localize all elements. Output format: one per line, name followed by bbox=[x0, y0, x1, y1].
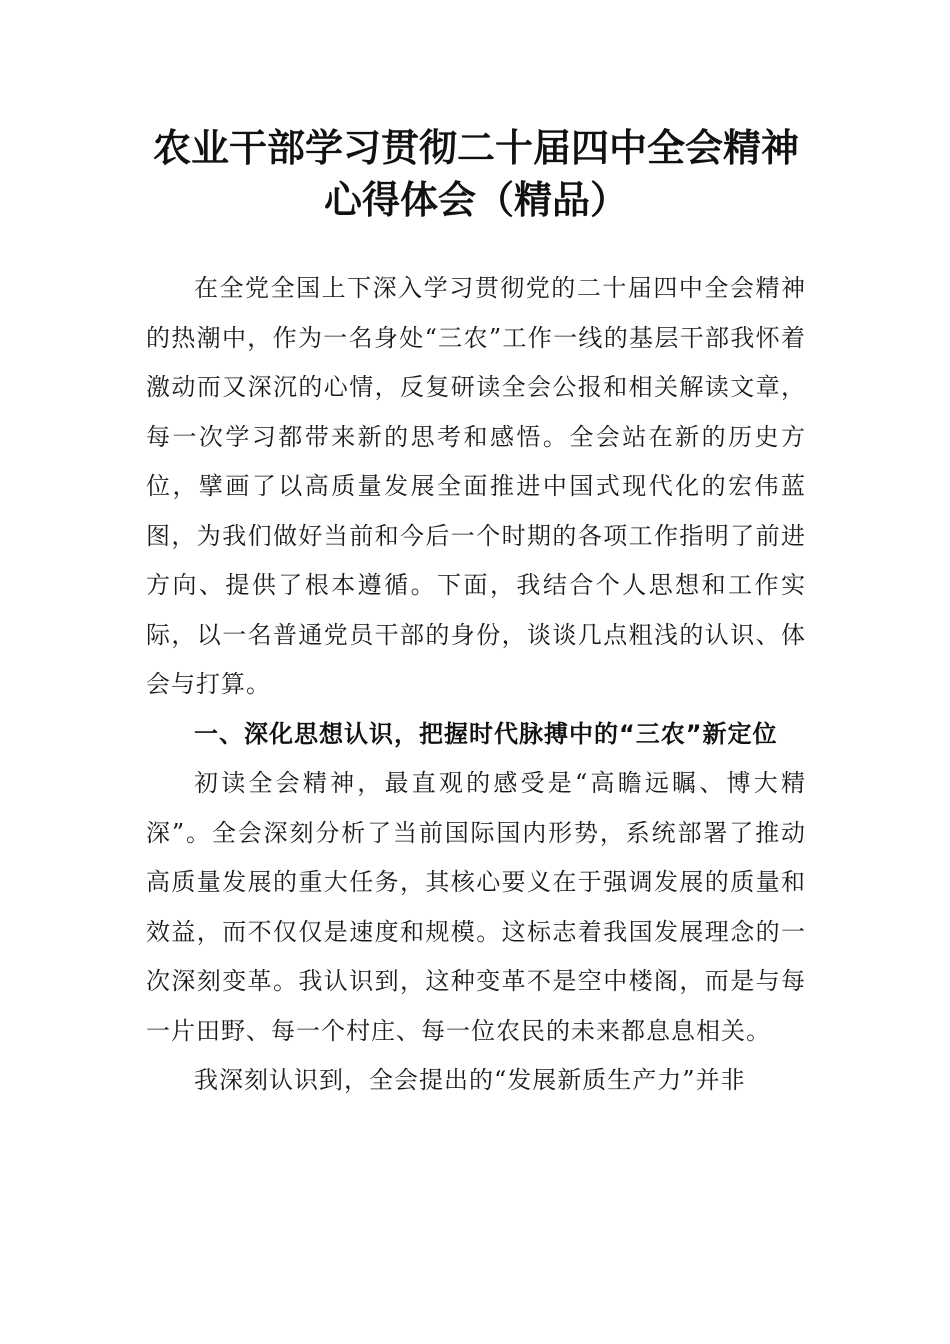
intro-paragraph: 在全党全国上下深入学习贯彻党的二十届四中全会精神的热潮中，作为一名身处“三农”工作一线的基层干部我怀着激动而又深沉的心情，反复研读全会公报和相关解读文章，每一次学习都带来新的思考和感悟。全会站在新的历史方位，擘画了以高质量发展全面推进中国式现代化的宏伟蓝图，为我们做好当前和今后一个时期的各项工作指明了前进方向、提供了根本遵循。下面，我结合个人思想和工作实际，以一名普通党员干部的身份，谈谈几点粗浅的认识、体会与打算。 bbox=[146, 274, 806, 698]
document-content bbox=[146, 122, 806, 1106]
section-heading: 一、深化思想认识，把握时代脉搏中的“三农”新定位 bbox=[194, 719, 778, 748]
section-paragraph-2: 我深刻认识到，全会提出的“发展新质生产力”并非 bbox=[194, 1066, 746, 1094]
section-paragraph-1: 初读全会精神，最直观的感受是“高瞻远瞩、博大精深”。全会深刻分析了当前国际国内形势，系统部署了推动高质量发展的重大任务，其核心要义在于强调发展的质量和效益，而不仅仅是速度和规模。这标志着我国发展理念的一次深刻变革。我认识到，这种变革不是空中楼阁，而是与每一片田野、每一个村庄、每一位农民的未来都息息相关。 bbox=[146, 769, 806, 1045]
document-title: 农业干部学习贯彻二十届四中全会精神心得体会（精品） bbox=[152, 125, 799, 222]
